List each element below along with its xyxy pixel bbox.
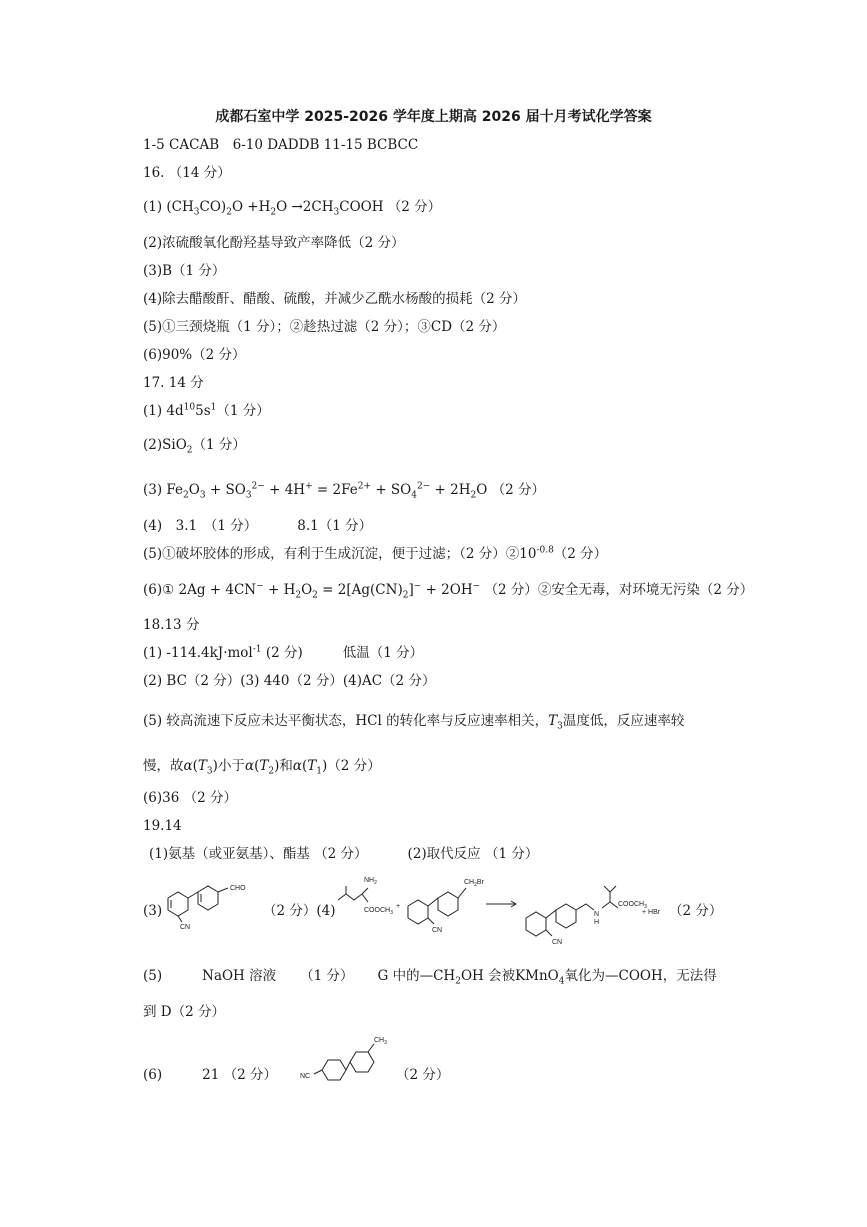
q16-part2: (2)浓硫酸氧化酚羟基导致产率降低（2 分） — [143, 235, 405, 251]
q16-part6: (6)90%（2 分） — [143, 347, 246, 363]
q18-part5-line1: (5) 较高流速下反应未达平衡状态，HCl 的转化率与反应速率相关，$T_3$温度低，反应速率较 — [143, 713, 685, 732]
cooch3-label-2: $COOCH_3$ — [618, 901, 647, 910]
h-label: H — [594, 919, 600, 926]
q19-part3-score: （2 分）(4) — [263, 903, 336, 919]
multiple-choice-answers: 1-5 CACAB 6-10 DADDB 11-15 BCBCC — [143, 137, 419, 153]
ch3-label: $CH_3$ — [374, 1037, 387, 1046]
structure-nitrile-methyl-biphenyl — [300, 1032, 390, 1084]
q18-part1: (1) -114.4kJ·mol$^{-1}$ (2 分) 低温（1 分） — [143, 644, 424, 661]
q18-header: 18.13 分 — [143, 617, 200, 633]
nh-label: N — [594, 911, 600, 918]
nc-label: NC — [300, 1073, 311, 1080]
q18-part2-4: (2) BC（2 分）(3) 440（2 分）(4)AC（2 分） — [143, 673, 436, 689]
q17-part6: (6)① $2Ag + 4CN^- + H_2O_2 = 2[Ag(CN)_2]^- + 2OH^-$ （2 分）②安全无毒，对环境无污染（2 分） — [143, 581, 754, 601]
structure-reaction — [330, 866, 670, 946]
cn-label: CN — [180, 924, 191, 931]
nh2-label: $NH_2$ — [364, 877, 377, 886]
cho-label: CHO — [230, 885, 246, 892]
q17-part5: (5)①破坏胶体的形成，有利于生成沉淀，便于过滤；（2 分）$②10^{-0.8}(2$ 分） — [143, 545, 608, 562]
q17-part2: (2)SiO$_2$（1 分） — [143, 437, 246, 456]
q19-part1-2: (1)氨基（或亚氨基）、酯基 （2 分） (2)取代反应 （1 分） — [149, 846, 539, 862]
structure-aldehyde-biphenyl — [158, 876, 258, 936]
q16-part5: (5)①三颈烧瓶（1 分）；②趁热过滤（2 分）；③CD（2 分） — [143, 319, 506, 335]
cn-label-3: CN — [552, 939, 563, 946]
q19-part5-line1: (5) NaOH 溶液 （1 分） G 中的$—CH_2OH$ 会被KMnO$_4$氧化为—COOH，无法得 — [143, 968, 717, 987]
cooch3-label: $COOCH_3$ — [364, 907, 393, 916]
q16-part4: (4)除去醋酸酐、醋酸、硫酸，并减少乙酰水杨酸的损耗（2 分） — [143, 291, 527, 307]
q17-header: 17. 14 分 — [143, 375, 204, 391]
page-title: 成都石室中学 2025-2026 学年度上期高 2026 届十月考试化学答案 — [215, 109, 652, 125]
q17-part4: (4) 3.1 （1 分） 8.1（1 分） — [143, 518, 373, 534]
q19-part6: (6) 21 （2 分） — [143, 1067, 277, 1083]
q19-part3-label: (3) — [143, 903, 163, 919]
q16-part3: (3)B（1 分） — [143, 263, 226, 279]
q17-part1: (1) $4d^{10}5s^1(1$ 分） — [143, 402, 270, 419]
q18-part5-line2: 慢，故$\alpha(T_3)$小于$\alpha(T_2)$和$\alpha(T_1)(2$ 分） — [143, 758, 381, 777]
q19-part6-score: （2 分） — [396, 1067, 450, 1083]
q16-part1: (1) $(CH_3CO)_2O +H_2O$ $\to 2CH_3COOH$ （2 分） — [143, 199, 442, 218]
q18-part6: (6)36 （2 分） — [143, 790, 237, 806]
q19-part4-score: （2 分） — [669, 903, 723, 919]
q19-header: 19.14 — [143, 818, 182, 834]
q17-part3: (3) $Fe_2O_3 + SO_3^{2-} + 4H^+ = 2Fe^{2+} + SO_4^{2-} + 2H_2O$ （2 分） — [143, 481, 546, 501]
q19-part5-line2: 到 D（2 分） — [143, 1004, 225, 1020]
ch2br-label: $CH_2Br$ — [464, 879, 484, 888]
hbr-label: + HBr — [642, 909, 661, 916]
svg-text:+: + — [396, 903, 401, 910]
q16-header: 16. （14 分） — [143, 165, 231, 181]
cn-label-2: CN — [432, 927, 443, 934]
